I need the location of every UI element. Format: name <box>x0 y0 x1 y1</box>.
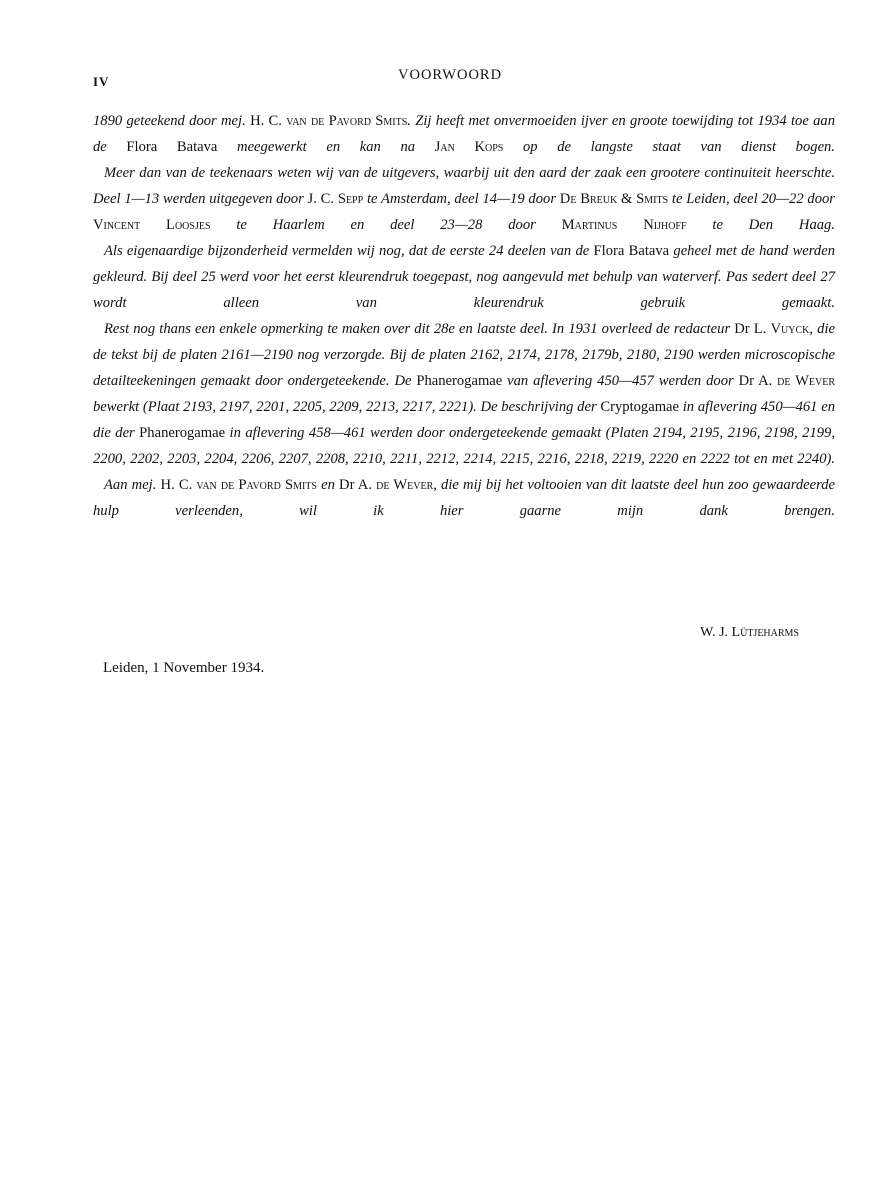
text-run: Dr L. <box>734 321 771 337</box>
text-run: . Zij heeft met onvermoeiden ijver en groote toewijding tot 1934 toe aan de <box>93 113 836 155</box>
text-run: Flora Batava <box>126 139 218 155</box>
text-run: Als eigenaardige bijzonderheid vermelden wij nog, dat de eerste 24 deelen van de <box>104 243 594 259</box>
running-head: VOORWOORD <box>398 67 503 83</box>
text-run: de Wever <box>777 373 835 389</box>
text-run: J. C. <box>307 191 338 207</box>
text-run: in aflevering 450—461 en die der <box>93 399 835 441</box>
place-date: Leiden, 1 November 1934. <box>103 660 265 676</box>
text-run: Sepp <box>337 191 364 207</box>
text-run: op de langste staat van dienst bogen. <box>503 139 835 155</box>
text-run: Rest nog thans een enkele opmerking te maken over dit 28e en laatste deel. In 1931 overleed de redacteur <box>104 321 735 337</box>
text-run: van de Pavord Smits <box>286 113 408 129</box>
paragraph-5 <box>93 472 835 524</box>
body-text <box>93 108 835 524</box>
text-run: Vincent Loosjes <box>93 217 211 233</box>
text-run: te Den Haag. <box>686 217 835 233</box>
paragraph-1 <box>93 108 835 160</box>
text-run: de Wever <box>376 477 434 493</box>
text-run: van de Pavord Smits <box>196 477 317 493</box>
text-run: Martinus Nijhoff <box>561 217 687 233</box>
paragraph-4 <box>93 316 835 472</box>
text-run: Phanerogamae <box>416 373 503 389</box>
text-run: H. C. <box>160 477 197 493</box>
text-run: , die mij bij het voltooien van dit laatste deel hun zoo gewaardeerde hulp verleenden, wil ik hier gaarne mijn dank brengen. <box>93 477 835 519</box>
paragraph-3 <box>93 238 835 316</box>
text-run: 1890 geteekend door mej. <box>93 113 251 129</box>
text-run: , die de tekst bij de platen 2161—2190 nog verzorgde. Bij de platen 2162, 2174, 2178, 2179b, 2180, 2190 werden microscopische detailteekeningen gemaakt door ondergeteekende. De <box>93 321 835 389</box>
text-run: en <box>316 477 340 493</box>
text-run: te Amsterdam, deel 14—19 door <box>363 191 560 207</box>
text-run: H. C. <box>250 113 287 129</box>
text-run: Cryptogamae <box>600 399 679 415</box>
text-run: te Haarlem en deel 23—28 door <box>210 217 562 233</box>
text-run: bewerkt (Plaat 2193, 2197, 2201, 2205, 2209, 2213, 2217, 2221). De beschrijving der <box>93 399 601 415</box>
text-run: De Breuk & Smits <box>559 191 669 207</box>
text-run: van aflevering 450—457 werden door <box>502 373 739 389</box>
text-run: Dr A. <box>738 373 778 389</box>
text-run: Vuyck <box>770 321 810 337</box>
text-run: Meer dan van de teekenaars weten wij van de uitgevers, waarbij uit den aard der zaak een grootere continuiteit heerschte. Deel 1—13 werden uitgegeven door <box>93 165 835 207</box>
signature: W. J. Lütjeharms <box>700 625 799 640</box>
text-run: in aflevering 458—461 werden door ondergeteekende gemaakt (Platen 2194, 2195, 2196, 2198, 2199, 2200, 2202, 2203, 2204, 2206, 2207, 2208, 2210, 2211, 2212, 2214, 2215, 2216, 2218, 2219, 2220 en 2222 tot en met 2240). <box>93 425 835 467</box>
text-run: Aan mej. <box>104 477 161 493</box>
page-number: IV <box>93 74 110 89</box>
text-run: Jan Kops <box>434 139 504 155</box>
text-run: meegewerkt en kan na <box>217 139 435 155</box>
paragraph-2 <box>93 160 835 238</box>
text-run: Phanerogamae <box>139 425 226 441</box>
text-run: Flora Batava <box>593 243 670 259</box>
text-run: geheel met de hand werden gekleurd. Bij deel 25 werd voor het eerst kleurendruk toegepast, nog aangevuld met behulp van waterverf. Pas sedert deel 27 wordt alleen van kleurendruk gebruik gemaakt. <box>93 243 835 311</box>
text-run: te Leiden, deel 20—22 door <box>668 191 835 207</box>
text-run: Dr A. <box>339 477 377 493</box>
